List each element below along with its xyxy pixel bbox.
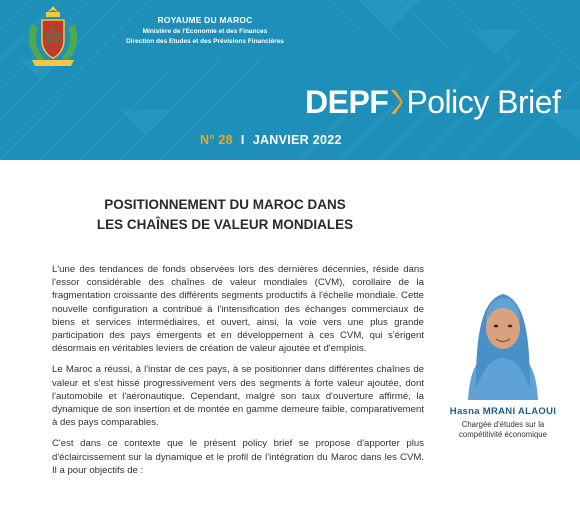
direction-label: Direction des Etudes et des Prévisions Financières <box>126 38 284 45</box>
paragraph-1: L'une des tendances de fonds observées lors des dernières décennies, réside dans l'essor considérable des chaînes de valeur mondiales (CVM), corollaire de la fragmentation croissante des différents segments productifs à l'échelle mondiale. Cette nouvelle configuration a contribué à l'intensification des échanges commerciaux de biens et services intermédiaires, et ouvert, ainsi, la voie vers une plus grande participation des pays émergents et en développement à ces CVM, qui s'érigent désormais en véritables leviers de création de valeur ajoutée et d'emplois. <box>52 264 424 355</box>
author-role <box>438 420 568 439</box>
issue-line <box>200 133 342 147</box>
orange-chevron-icon <box>389 88 403 116</box>
header-banner <box>0 0 580 160</box>
author-role-line-1: Chargée d'études sur la <box>461 420 545 429</box>
ministry-label: Ministère de l'Economie et des Finances <box>142 28 268 35</box>
kingdom-label: ROYAUME DU MAROC <box>157 15 253 25</box>
royal-coat-of-arms-icon <box>22 4 84 70</box>
issue-number: N° 28 <box>200 133 233 147</box>
author-role-line-2: compétitivité économique <box>459 429 547 439</box>
author-name: Hasna MRANI ALAOUI <box>449 406 557 417</box>
government-heading <box>90 15 320 45</box>
issue-date: JANVIER 2022 <box>252 133 342 147</box>
brand-depf: DEPF <box>305 83 389 120</box>
title-line-1: POSITIONNEMENT DU MAROC DANS <box>104 197 346 212</box>
issue-separator: I <box>240 133 245 147</box>
paragraph-3: C'est dans ce contexte que le présent policy brief se propose d'apporter plus d'éclaircissement sur la dynamique et le profil de l'intégration du Maroc dans les CVM. Il a pour objectifs de : <box>52 438 424 476</box>
brand-policy-brief: Policy Brief <box>406 83 561 120</box>
paragraph-2: Le Maroc a réussi, à l'instar de ces pays, à se positionner dans différentes chaînes de valeur et s'est hissé progressivement vers des segments à forte valeur ajoutée, dont l'automobile et l'aéronautique. Cependant, malgré son taux d'ouverture affirmé, la dynamique de son insertion et de montée en gamme demeure faible, comparativement à des pays comparables. <box>52 364 424 429</box>
author-photo <box>458 270 548 400</box>
depf-policy-brief-logo <box>305 82 560 122</box>
title-line-2: LES CHAÎNES DE VALEUR MONDIALES <box>96 217 354 232</box>
document-title <box>40 195 410 235</box>
author-block <box>438 406 568 439</box>
body-text <box>52 263 424 485</box>
